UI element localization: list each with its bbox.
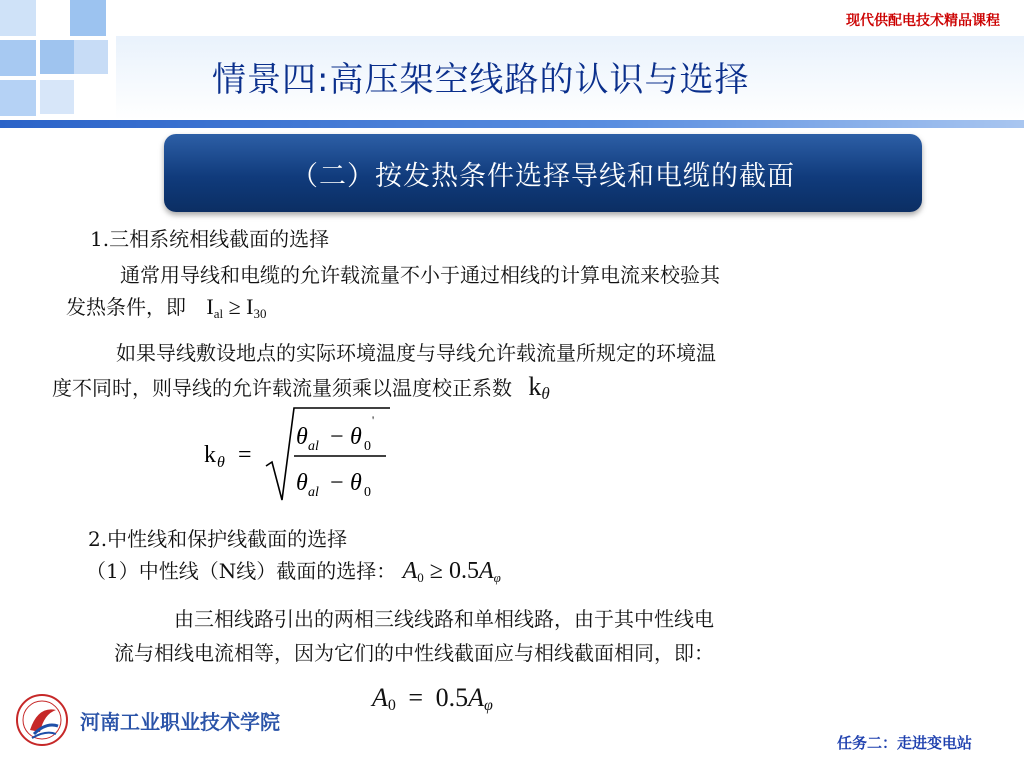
- formula-subscript: θ: [541, 384, 550, 403]
- formula-symbol: k: [528, 372, 542, 401]
- formula-symbol: k: [204, 442, 216, 468]
- formula-symbol: I: [206, 294, 214, 319]
- para3-line1: 由三相线路引出的两相三线线路和单相线路，由于其中性线电: [174, 607, 714, 631]
- page-title: 情景四:高压架空线路的认识与选择: [212, 60, 750, 100]
- formula-subscript: al: [213, 306, 224, 321]
- formula-subscript: 30: [253, 306, 267, 321]
- formula-operator: −: [330, 424, 344, 450]
- decor-square: [40, 80, 74, 114]
- para1-line2-text: 发热条件，即: [66, 295, 186, 319]
- formula-symbol: θ: [296, 424, 308, 450]
- section-banner: [164, 134, 922, 212]
- decor-square: [70, 0, 106, 36]
- school-name: 河南工业职业技术学院: [80, 710, 280, 734]
- condition-formula: [206, 294, 266, 319]
- formula-operator: −: [330, 470, 344, 496]
- formula-symbol: A: [478, 558, 494, 584]
- formula-subscript: al: [308, 485, 319, 500]
- sub1-line: [86, 556, 501, 593]
- formula-operator: =: [238, 442, 252, 468]
- title-divider: [0, 120, 1024, 128]
- ktheta-formula: [200, 404, 400, 504]
- formula-number: 0.5: [448, 558, 479, 584]
- formula-symbol: θ: [296, 470, 308, 496]
- formula-symbol: A: [372, 683, 388, 712]
- formula-operator: ≥: [429, 558, 443, 584]
- formula-prime: ': [372, 413, 375, 427]
- formula-subscript: 0: [364, 485, 371, 500]
- formula-subscript: φ: [483, 697, 493, 714]
- para3-line2: 流与相线电流相等，因为它们的中性线截面应与相线截面相同，即：: [114, 641, 714, 665]
- formula-symbol: θ: [350, 424, 362, 450]
- decor-square: [0, 80, 36, 116]
- para1-line2: [66, 292, 266, 329]
- para1-line1: 通常用导线和电缆的允许载流量不小于通过相线的计算电流来校验其: [120, 263, 720, 287]
- ktheta-symbol: [528, 372, 549, 401]
- task-label: 任务二：走进变电站: [836, 734, 972, 752]
- formula-symbol: I: [246, 294, 254, 319]
- sub1-label: （1）中性线（N线）截面的选择：: [86, 559, 397, 583]
- formula-symbol: A: [468, 683, 484, 712]
- course-label: 现代供配电技术精品课程: [846, 13, 1000, 29]
- decor-square: [0, 40, 36, 76]
- formula-subscript: θ: [217, 454, 225, 471]
- formula-subscript: φ: [493, 570, 501, 585]
- decor-square: [74, 40, 108, 74]
- decor-square: [40, 40, 74, 74]
- para2-line1: 如果导线敷设地点的实际环境温度与导线允许载流量所规定的环境温: [116, 341, 716, 365]
- section1-heading: 1.三相系统相线截面的选择: [90, 227, 330, 251]
- formula-symbol: A: [402, 558, 418, 584]
- para2-line2-text: 度不同时，则导线的允许载流量须乘以温度校正系数: [52, 376, 512, 400]
- neutral-inequality: [403, 558, 501, 584]
- formula-operator: ≥: [228, 294, 241, 319]
- formula-symbol: θ: [350, 470, 362, 496]
- decor-square: [0, 0, 36, 36]
- section2-heading: 2.中性线和保护线截面的选择: [88, 527, 348, 551]
- school-logo: [12, 692, 74, 748]
- section-banner-text: （二）按发热条件选择导线和电缆的截面: [291, 160, 795, 192]
- formula-operator: =: [408, 683, 424, 712]
- neutral-equation: [372, 680, 493, 724]
- formula-subscript: 0: [417, 570, 424, 585]
- formula-number: 0.5: [435, 683, 469, 712]
- formula-subscript: 0: [364, 439, 371, 454]
- formula-subscript: 0: [387, 697, 396, 714]
- formula-subscript: al: [308, 439, 319, 454]
